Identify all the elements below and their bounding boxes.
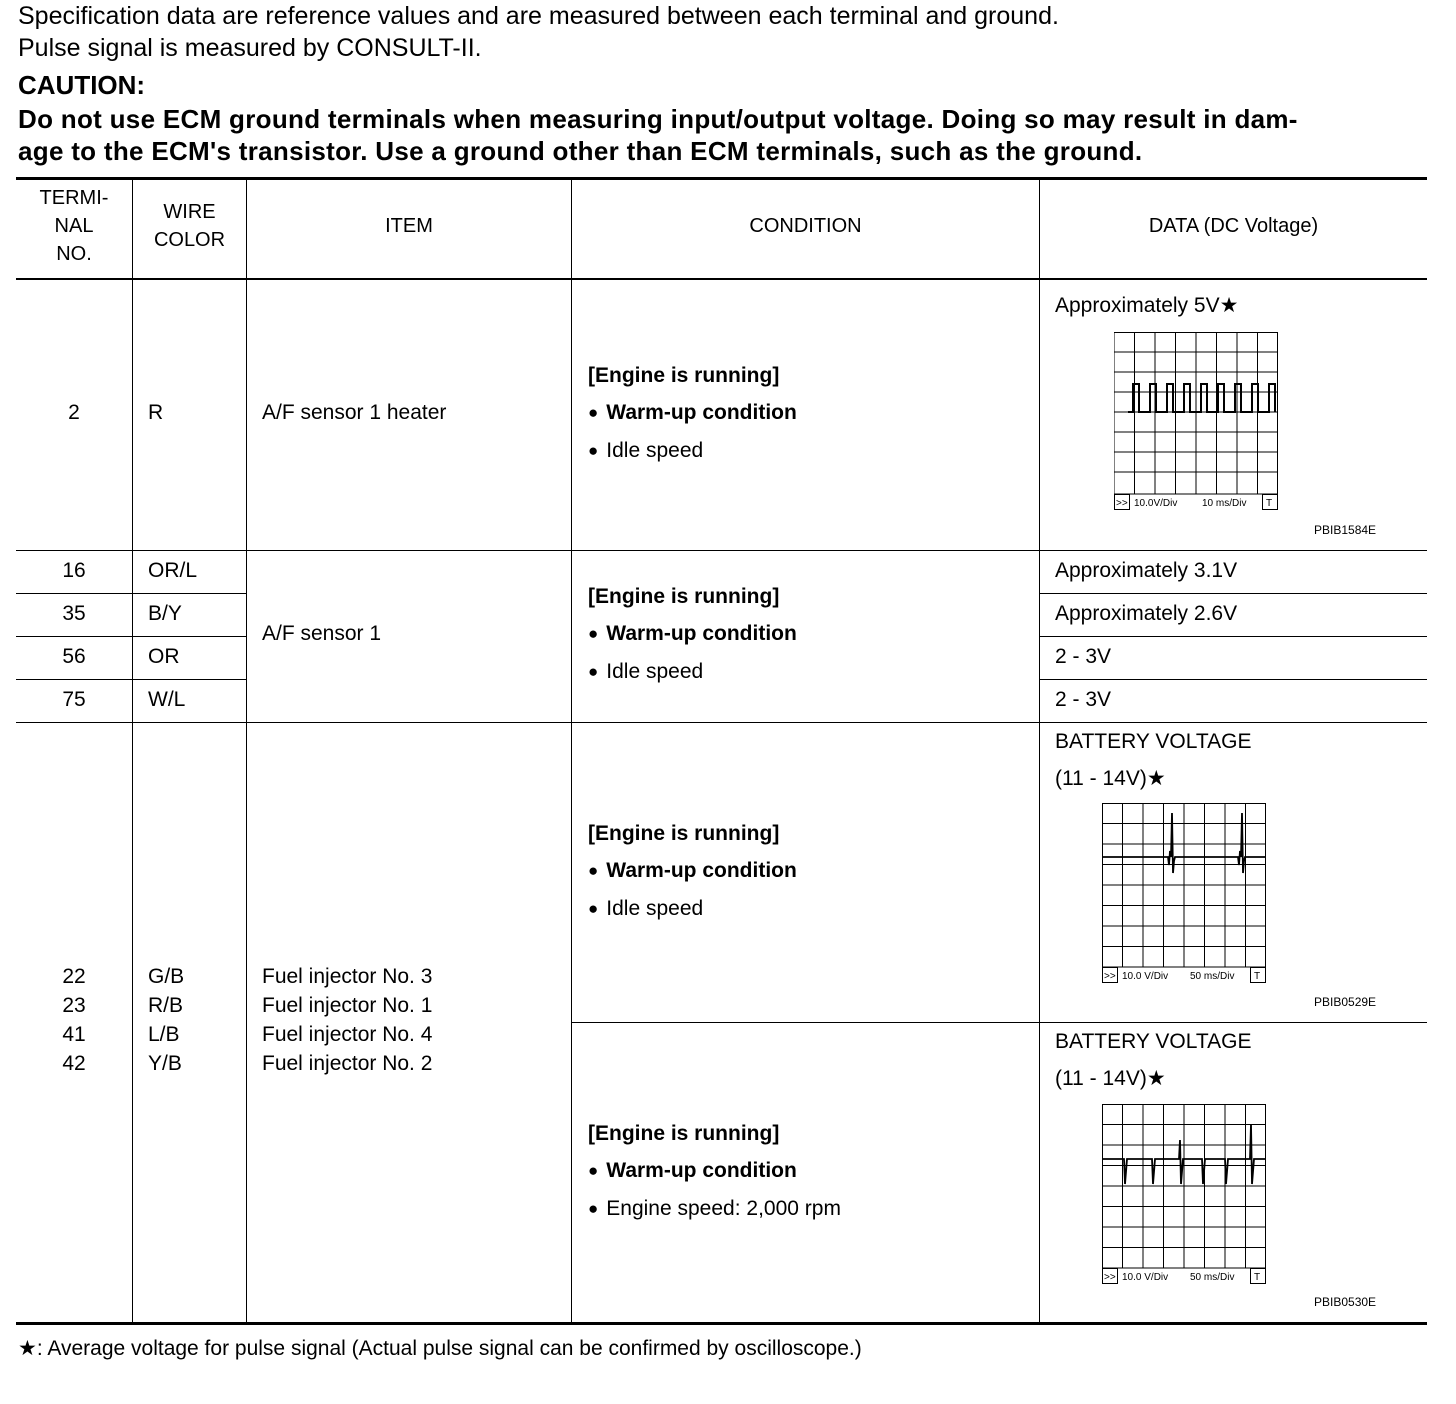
intro-text <box>18 0 1059 64</box>
row1-data: Approximately 5V★ <box>1055 294 1239 317</box>
row3b-condition-3: ● Engine speed: 2,000 rpm <box>588 1197 841 1222</box>
row1-condition-3: ● Idle speed <box>588 439 703 464</box>
row2-terminal-35: 35 <box>62 602 86 625</box>
intro-line-1: Specification data are reference values and are measured between each terminal and ground. <box>18 2 1059 30</box>
scope1-t: T <box>1266 498 1273 509</box>
scope3-time-div: 50 ms/Div <box>1190 1272 1235 1283</box>
oscilloscope-waveform-3 <box>1102 1104 1266 1284</box>
caution-line-1: Do not use ECM ground terminals when measuring input/output voltage. Doing so may result in dam- <box>18 104 1298 134</box>
row1-wire: R <box>148 401 164 424</box>
row3a-condition-2: ● Warm-up condition <box>588 859 797 884</box>
caution-line-2: age to the ECM's transistor. Use a ground other than ECM terminals, such as the ground. <box>18 136 1143 166</box>
row2-condition-1: [Engine is running] <box>588 585 780 608</box>
row1-item: A/F sensor 1 heater <box>262 401 447 424</box>
intro-line-2: Pulse signal is measured by CONSULT-II. <box>18 34 482 62</box>
row2-condition-3: ● Idle speed <box>588 660 703 685</box>
figure-code-3: PBIB0530E <box>1314 1295 1377 1309</box>
scope1-time-div: 10 ms/Div <box>1202 498 1247 509</box>
row2-data-16: Approximately 3.1V <box>1055 559 1238 582</box>
star-icon: ★ <box>1146 1067 1166 1090</box>
oscilloscope-waveform-1 <box>1114 332 1278 510</box>
header-condition: CONDITION <box>749 215 862 237</box>
row2-condition-2: ● Warm-up condition <box>588 622 797 647</box>
row2-terminal-75: 75 <box>62 688 86 711</box>
star-icon: ★ <box>18 1337 37 1360</box>
footnote <box>18 1336 862 1361</box>
row3b-data-2: (11 - 14V)★ <box>1055 1067 1166 1090</box>
row2-data-35: Approximately 2.6V <box>1055 602 1238 625</box>
scope2-time-div: 50 ms/Div <box>1190 971 1235 982</box>
caution-title: CAUTION: <box>18 70 146 100</box>
scope3-arrow: >> <box>1104 1272 1116 1283</box>
row1-condition-2: ● Warm-up condition <box>588 401 797 426</box>
row3b-condition-2: ● Warm-up condition <box>588 1159 797 1184</box>
row2-wire-35: B/Y <box>148 602 182 625</box>
row2-terminal-56: 56 <box>62 645 86 668</box>
row2-data-75: 2 - 3V <box>1055 688 1112 711</box>
caution-text <box>18 103 1428 167</box>
row3a-data-1: BATTERY VOLTAGE <box>1055 730 1252 753</box>
scope3-volt-div: 10.0 V/Div <box>1122 1272 1169 1283</box>
row2-item: A/F sensor 1 <box>262 622 382 645</box>
row2-wire-16: OR/L <box>148 559 198 582</box>
row3a-data-2: (11 - 14V)★ <box>1055 767 1166 790</box>
header-terminal: TERMI- NAL NO. <box>39 187 109 265</box>
row1-condition-1: [Engine is running] <box>588 364 780 387</box>
header-data: DATA (DC Voltage) <box>1148 215 1319 237</box>
row2-data-56: 2 - 3V <box>1055 645 1112 668</box>
row3-terminals: 22 23 41 42 <box>62 965 86 1075</box>
header-wire-color: WIRE COLOR <box>153 201 226 251</box>
scope1-arrow: >> <box>1116 498 1128 509</box>
row1-terminal: 2 <box>68 401 80 424</box>
row3a-condition-3: ● Idle speed <box>588 897 703 922</box>
scope2-t: T <box>1254 971 1261 982</box>
header-item: ITEM <box>385 215 433 237</box>
row3-wires: G/B R/B L/B Y/B <box>148 965 185 1075</box>
scope3-t: T <box>1254 1272 1261 1283</box>
row3-items: Fuel injector No. 3 Fuel injector No. 1 Fuel injector No. 4 Fuel injector No. 2 <box>262 965 433 1075</box>
row3b-data-1: BATTERY VOLTAGE <box>1055 1030 1252 1053</box>
scope2-arrow: >> <box>1104 971 1116 982</box>
star-icon: ★ <box>1219 294 1239 317</box>
figure-code-1: PBIB1584E <box>1314 523 1377 537</box>
row3b-condition-1: [Engine is running] <box>588 1122 780 1145</box>
figure-code-2: PBIB0529E <box>1314 995 1377 1009</box>
footnote-text: : Average voltage for pulse signal (Actual pulse signal can be confirmed by oscilloscope.) <box>36 1337 862 1360</box>
row2-terminal-16: 16 <box>62 559 86 582</box>
row3a-condition-1: [Engine is running] <box>588 822 780 845</box>
scope2-volt-div: 10.0 V/Div <box>1122 971 1169 982</box>
scope1-volt-div: 10.0V/Div <box>1134 498 1178 509</box>
row2-wire-56: OR <box>148 645 180 668</box>
oscilloscope-waveform-2 <box>1102 803 1266 983</box>
row2-wire-75: W/L <box>148 688 186 711</box>
star-icon: ★ <box>1146 767 1166 790</box>
